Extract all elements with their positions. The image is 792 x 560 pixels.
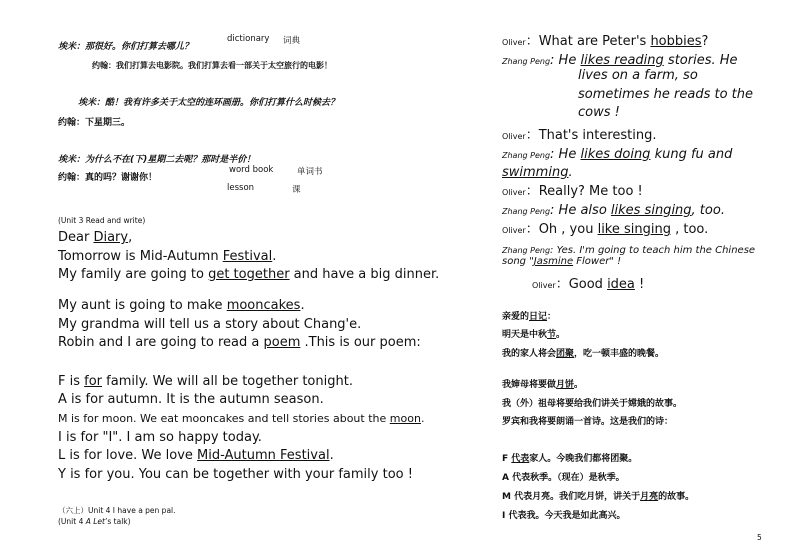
underlined-word: like singing: [597, 222, 671, 237]
underlined-word: swimming: [502, 165, 569, 180]
zh-translation-6: 罗宾和我将要朗诵一首诗。这是我们的诗：: [502, 417, 674, 427]
zh-translation-10: I 代表我。今天我是如此高兴。: [502, 511, 626, 521]
vocab-gloss: 单词书: [297, 167, 323, 177]
diary-line-4: [58, 298, 305, 313]
speaker: Oliver: [502, 132, 526, 141]
underlined-word: idea: [607, 277, 635, 292]
text: 我的家人将会: [502, 349, 557, 359]
text: Dear: [58, 230, 94, 245]
text: : Yes. I'm going to teach him the Chinese: [550, 245, 756, 256]
underlined-word: hobbies: [650, 34, 702, 49]
text: .: [420, 412, 425, 425]
text: 明天是中秋: [502, 330, 548, 340]
zh-text: 酷！我有许多关于太空的连环画册。你们打算什么时候去？: [105, 98, 340, 108]
poem-line-a: A is for autumn. It is the autumn season.: [58, 392, 324, 407]
zh-line-1: [58, 34, 193, 53]
zh-translation-2: [502, 327, 565, 340]
underlined-word: 代表: [511, 454, 530, 464]
text: F: [502, 454, 512, 464]
underlined-word: Diary: [93, 230, 129, 245]
underlined-word: likes reading: [580, 53, 664, 68]
speaker: Zhang Peng: [502, 207, 551, 216]
zh-line-6: [58, 165, 157, 184]
underlined-word: 月饼: [556, 380, 575, 390]
footer-talk: [58, 517, 131, 526]
speaker: Oliver: [502, 188, 526, 197]
zh-line-5: [58, 147, 255, 166]
text: .: [329, 448, 334, 463]
speaker: 约翰：: [58, 118, 86, 128]
underlined-word: likes doing: [580, 147, 651, 162]
text: ：That's interesting.: [525, 128, 657, 143]
text: ’s talk): [104, 517, 131, 526]
poem-line-y: Y is for you. You can be together with your family too !: [58, 467, 413, 482]
text: My family are going to: [58, 267, 209, 282]
text: 。: [574, 380, 584, 390]
underlined-word: get together: [208, 267, 290, 282]
dialogue-line-2d: sometimes he reads to the: [578, 87, 754, 102]
diary-line-2: [58, 249, 276, 264]
dialogue-line-2: [502, 49, 738, 68]
text: M 代表月亮。我们吃月饼，讲关于: [502, 492, 641, 502]
text: 家人。今晚我们都将团聚。: [529, 454, 638, 464]
text: F is: [58, 374, 85, 389]
speaker: Zhang Peng: [502, 246, 551, 255]
footer-unit: （六上）Unit 4 I have a pen pal.: [58, 506, 176, 515]
poem-line-m: [58, 412, 424, 425]
text: : He: [550, 147, 581, 162]
text: kung fu and: [650, 147, 733, 162]
text: Tomorrow is Mid-Autumn: [58, 249, 223, 264]
diary-line-5: My grandma will tell us a story about Chang'e.: [58, 317, 362, 332]
text: : He also: [550, 203, 611, 218]
text: stories. He: [663, 53, 738, 68]
poem-line-i: I is for "I". I am so happy today.: [58, 430, 262, 445]
text: 亲爱的: [502, 312, 530, 322]
text: My aunt is going to make: [58, 298, 227, 313]
diary-line-6: [58, 335, 421, 350]
text: ，吃一顿丰盛的晚餐。: [574, 349, 665, 359]
zh-line-2: [92, 53, 332, 72]
text: ：Good: [555, 277, 608, 292]
underlined-word: moon: [389, 412, 421, 425]
poem-line-l: [58, 448, 334, 463]
speaker: Zhang Peng: [502, 151, 551, 160]
text: song ": [502, 256, 534, 267]
unit-label: (Unit 3 Read and write): [58, 216, 146, 225]
dialogue-line-5: [502, 180, 643, 199]
speaker: 埃米：: [58, 155, 86, 165]
zh-translation-8: A 代表秋季。（现在）是秋季。: [502, 473, 625, 483]
poem-line-f: [58, 374, 353, 389]
vocab-word: lesson: [227, 183, 255, 193]
dialogue-line-2e: cows !: [578, 105, 620, 120]
vocab-word: dictionary: [227, 34, 270, 44]
text: ：Oh , you: [525, 222, 598, 237]
text: 。: [556, 330, 566, 340]
dialogue-line-3: [502, 124, 657, 143]
underlined-word: for: [84, 374, 103, 389]
text: and have a big dinner.: [289, 267, 440, 282]
zh-translation-1: [502, 309, 556, 322]
text: Flower" !: [573, 256, 622, 267]
text: !: [634, 277, 645, 292]
speaker: Zhang Peng: [502, 57, 551, 66]
underlined-word: mooncakes: [226, 298, 301, 313]
text: ?: [701, 34, 709, 49]
speaker: 约翰：: [58, 173, 86, 183]
diary-line-3: [58, 267, 439, 282]
text: M is for moon. We eat mooncakes and tell stories about the: [58, 412, 390, 425]
zh-line-4: [58, 110, 130, 129]
dialogue-line-1: [502, 30, 708, 49]
dialogue-line-2c: lives on a farm, so: [578, 68, 698, 83]
underlined-word: 日记: [529, 312, 548, 322]
vocab-gloss: 课: [292, 185, 301, 195]
text: ：What are Peter's: [525, 34, 651, 49]
underlined-word: 月亮: [640, 492, 659, 502]
zh-text: 真的吗？谢谢你！: [85, 173, 158, 183]
dialogue-line-9: [532, 273, 644, 292]
vocab-word: word book: [229, 165, 274, 175]
zh-line-3: [78, 90, 339, 109]
speaker: Oliver: [532, 281, 556, 290]
text: 的故事。: [658, 492, 695, 502]
zh-text: 下星期三。: [85, 118, 131, 128]
text: ：: [547, 312, 557, 322]
zh-text: 那很好。你们打算去哪儿？: [85, 42, 194, 52]
dialogue-line-7: [502, 218, 708, 237]
speaker: 约翰：: [92, 61, 116, 70]
dialogue-line-6: [502, 199, 725, 218]
underlined-word: 团聚: [556, 349, 575, 359]
page-number: 5: [757, 533, 762, 542]
underlined-word: Jasmine: [533, 256, 574, 267]
text: L is for love. We love: [58, 448, 198, 463]
text: .: [568, 165, 573, 180]
text: , too.: [670, 222, 709, 237]
text: Robin and I are going to read a: [58, 335, 264, 350]
underlined-word: Mid-Autumn Festival: [197, 448, 330, 463]
dialogue-line-4c: [502, 161, 573, 180]
dialogue-line-8b: [502, 256, 621, 267]
text: , too.: [691, 203, 725, 218]
speaker: 埃米：: [58, 42, 86, 52]
text: .: [272, 249, 277, 264]
text: A Let: [85, 517, 105, 526]
dialogue-line-4: [502, 143, 732, 162]
underlined-word: 节: [547, 330, 557, 340]
zh-translation-4: [502, 377, 583, 390]
text: ：Really? Me too !: [525, 184, 643, 199]
zh-text: 我们打算去电影院。我们打算去看一部关于太空旅行的电影！: [116, 61, 332, 70]
text: : He: [550, 53, 581, 68]
zh-translation-7: [502, 451, 637, 464]
speaker: Oliver: [502, 38, 526, 47]
underlined-word: poem: [263, 335, 301, 350]
zh-translation-5: 我（外）祖母将要给我们讲关于嫦娥的故事。: [502, 399, 683, 409]
speaker: 埃米：: [78, 98, 106, 108]
speaker: Oliver: [502, 226, 526, 235]
diary-line-1: [58, 230, 132, 245]
vocab-gloss: 词典: [283, 36, 301, 46]
underlined-word: likes singing: [610, 203, 692, 218]
text: .This is our poem:: [300, 335, 421, 350]
zh-translation-9: [502, 489, 694, 502]
text: 我婶母将要做: [502, 380, 557, 390]
text: family. We will all be together tonight.: [102, 374, 353, 389]
text: .: [300, 298, 305, 313]
text: ,: [128, 230, 133, 245]
zh-translation-3: [502, 346, 664, 359]
zh-text: 为什么不在(下)星期二去呢？那时是半价！: [85, 155, 256, 165]
underlined-word: Festival: [222, 249, 273, 264]
dialogue-line-8: [502, 238, 755, 257]
text: (Unit 4: [58, 517, 86, 526]
